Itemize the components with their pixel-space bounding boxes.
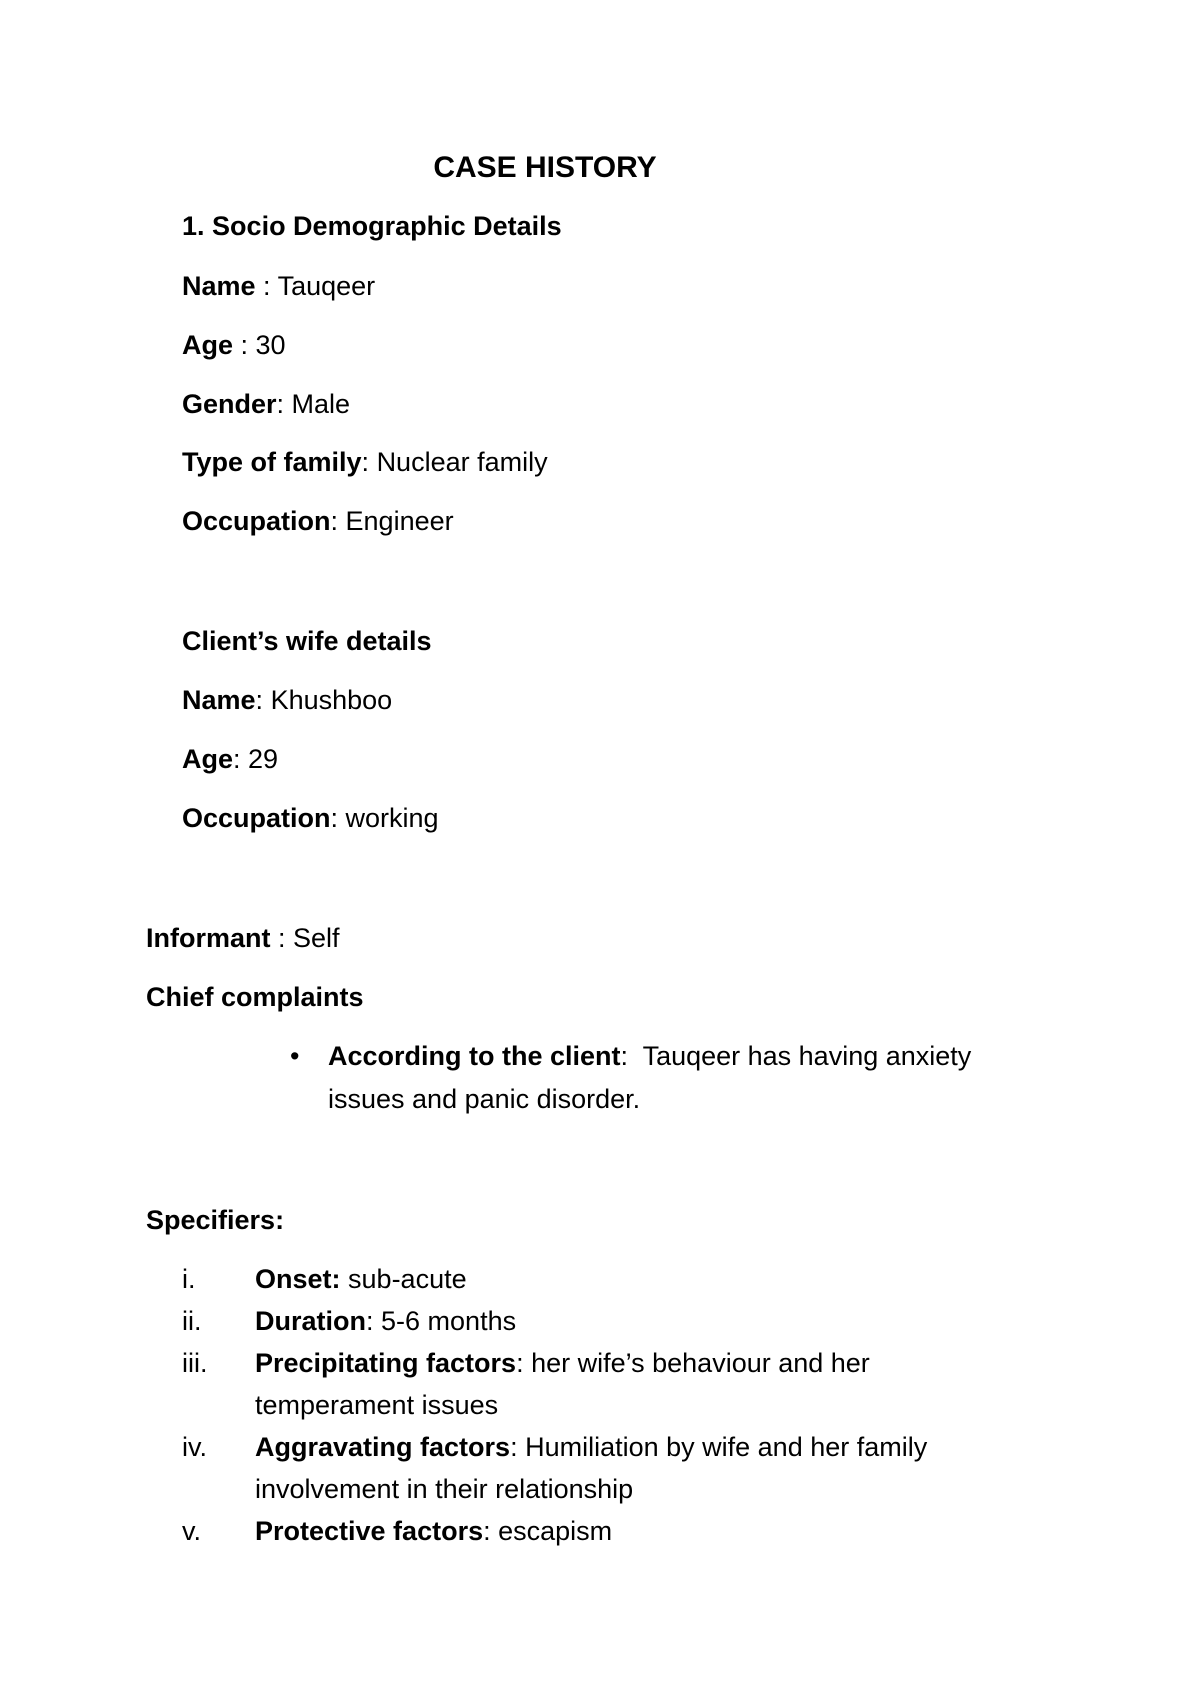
field-family-type xyxy=(182,446,548,478)
field-label: Occupation xyxy=(182,803,331,833)
field-value: Male xyxy=(291,389,351,419)
field-gender xyxy=(182,388,350,420)
specifiers-heading: Specifiers: xyxy=(146,1205,285,1235)
complaint-sep: : xyxy=(620,1041,643,1071)
field-sep: : xyxy=(330,506,346,536)
field-label: Name xyxy=(182,271,256,301)
specifier-number: v. xyxy=(182,1516,201,1546)
specifier-text: her wife’s behaviour and her xyxy=(531,1348,870,1378)
complaint-label: According to the client xyxy=(328,1041,621,1071)
field-label: Name xyxy=(182,685,256,715)
complaint-text-continued: issues and panic disorder. xyxy=(328,1084,641,1114)
field-sep: : xyxy=(361,447,377,477)
specifier-text: Humiliation by wife and her family xyxy=(525,1432,928,1462)
page-title: CASE HISTORY xyxy=(433,151,657,184)
field-label: Occupation xyxy=(182,506,331,536)
specifier-label: Aggravating factors xyxy=(255,1432,511,1462)
wife-field-age xyxy=(182,743,278,775)
informant xyxy=(146,922,340,954)
specifier-label: Duration xyxy=(255,1306,366,1336)
complaint-text: Tauqeer has having anxiety xyxy=(642,1041,972,1071)
field-occupation xyxy=(182,505,454,537)
field-sep: : xyxy=(233,744,249,774)
field-label: Gender xyxy=(182,389,277,419)
field-sep: : xyxy=(330,803,346,833)
field-sep: : xyxy=(233,330,256,360)
informant-label: Informant xyxy=(146,923,271,953)
field-name xyxy=(182,270,375,302)
specifier-label: Onset: xyxy=(255,1264,341,1294)
specifier-sep: : xyxy=(366,1306,382,1336)
specifier-text: 5-6 months xyxy=(381,1306,517,1336)
specifier-number: ii. xyxy=(182,1306,202,1336)
informant-sep: : xyxy=(270,923,294,953)
specifier-precipitating-continued: temperament issues xyxy=(255,1390,499,1420)
field-value: working xyxy=(345,803,439,833)
section1-number: 1. xyxy=(182,211,205,241)
wife-field-occupation xyxy=(182,802,439,834)
specifier-label: Protective factors xyxy=(255,1516,484,1546)
specifier-sep: : xyxy=(516,1348,532,1378)
field-age xyxy=(182,329,286,361)
field-sep: : xyxy=(255,271,278,301)
specifier-text: sub-acute xyxy=(348,1264,467,1294)
field-label: Age xyxy=(182,330,234,360)
complaint-bullet: • xyxy=(290,1041,300,1071)
field-label: Age xyxy=(182,744,234,774)
section1-heading-text: Socio Demographic Details xyxy=(212,211,562,241)
specifier-number: iv. xyxy=(182,1432,207,1462)
field-value: Tauqeer xyxy=(277,271,376,301)
specifier-label: Precipitating factors xyxy=(255,1348,517,1378)
specifier-number: iii. xyxy=(182,1348,208,1378)
field-sep: : xyxy=(276,389,292,419)
specifier-number: i. xyxy=(182,1264,196,1294)
field-value: 30 xyxy=(255,330,286,360)
informant-value: Self xyxy=(293,923,340,953)
field-value: Khushboo xyxy=(270,685,393,715)
chief-complaints-heading: Chief complaints xyxy=(146,982,364,1012)
field-sep: : xyxy=(255,685,271,715)
complaint-item xyxy=(328,1040,971,1072)
wife-field-name xyxy=(182,684,392,716)
field-label: Type of family xyxy=(182,447,362,477)
specifier-sep: : xyxy=(510,1432,526,1462)
field-value: 29 xyxy=(248,744,279,774)
section1-heading xyxy=(182,210,562,242)
field-value: Engineer xyxy=(345,506,454,536)
field-value: Nuclear family xyxy=(376,447,548,477)
specifier-sep: : xyxy=(483,1516,499,1546)
specifier-aggravating-continued: involvement in their relationship xyxy=(255,1474,634,1504)
specifier-sep xyxy=(341,1264,349,1294)
wife-heading: Client’s wife details xyxy=(182,626,432,656)
specifier-text: escapism xyxy=(498,1516,613,1546)
